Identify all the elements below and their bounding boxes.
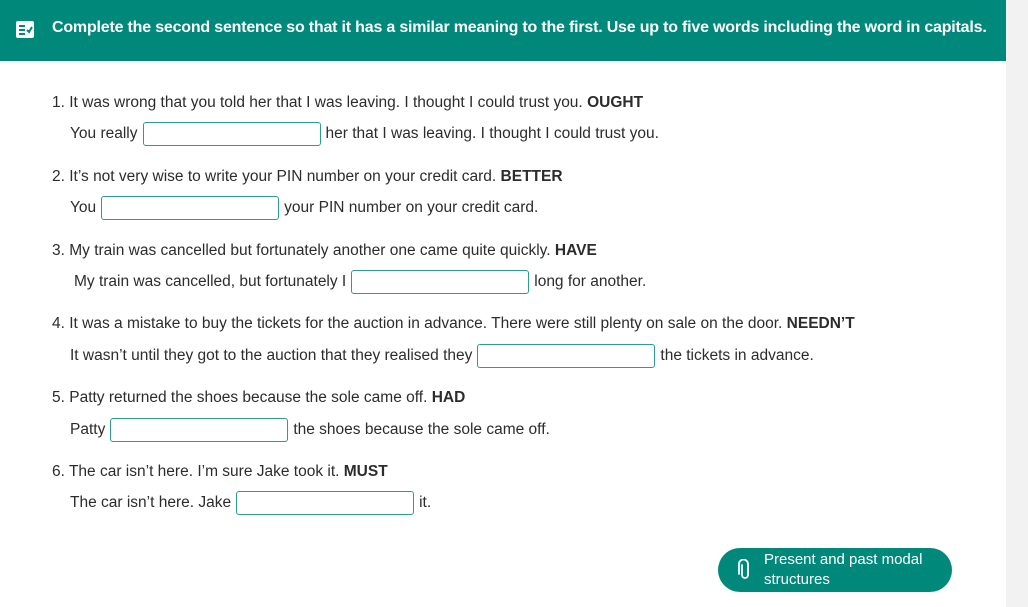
topic-tag-button[interactable] [718, 548, 952, 592]
answer-input-3[interactable] [351, 270, 529, 294]
answer-after-text: her that I was leaving. I thought I could trust you. [325, 125, 659, 142]
answer-after-text: long for another. [534, 273, 647, 290]
answer-before-text: You really [70, 125, 138, 142]
answer-input-1[interactable] [143, 122, 321, 146]
answer-after-text: the shoes because the sole came off. [293, 421, 550, 438]
question-prompt-text: 1. It was wrong that you told her that I was leaving. I thought I could trust you. [52, 94, 583, 111]
question-4-prompt [52, 314, 855, 334]
answer-after-text: the tickets in advance. [660, 347, 814, 364]
question-keyword: HAD [431, 389, 466, 406]
answer-before-text: It wasn’t until they got to the auction that they realised they [70, 347, 473, 364]
question-4-answer-line [70, 344, 814, 368]
answer-before-text: The car isn’t here. Jake [70, 494, 232, 511]
question-6-prompt [52, 462, 388, 482]
answer-before-text: Patty [70, 421, 106, 438]
answer-before-text: You [70, 199, 97, 216]
question-2-prompt [52, 167, 563, 187]
question-1-answer-line [70, 122, 659, 146]
right-gutter [1006, 0, 1028, 607]
question-2-answer-line [70, 196, 538, 220]
answer-input-4[interactable] [477, 344, 655, 368]
answer-input-5[interactable] [110, 418, 288, 442]
question-5-answer-line [70, 418, 550, 442]
instruction-header [0, 0, 1006, 61]
topic-tag-label: Present and past modal structures [764, 551, 923, 588]
question-keyword: BETTER [500, 168, 563, 185]
question-prompt-text: 4. It was a mistake to buy the tickets for the auction in advance. There were still plenty on sale on the door. [52, 315, 783, 332]
question-6-answer-line [70, 491, 431, 515]
paperclip-icon [738, 559, 752, 581]
question-1-prompt [52, 93, 643, 113]
question-5-prompt [52, 388, 465, 408]
instruction-text: Complete the second sentence so that it has a similar meaning to the first. Use up to five words including the word in capitals. [52, 19, 987, 36]
question-keyword: NEEDN’T [786, 315, 855, 332]
question-keyword: OUGHT [587, 94, 644, 111]
question-prompt-text: 2. It’s not very wise to write your PIN number on your credit card. [52, 168, 497, 185]
answer-after-text: your PIN number on your credit card. [284, 199, 539, 216]
answer-after-text: it. [419, 494, 432, 511]
question-prompt-text: 3. My train was cancelled but fortunately another one came quite quickly. [52, 242, 551, 259]
question-3-prompt [52, 241, 597, 261]
question-prompt-text: 5. Patty returned the shoes because the sole came off. [52, 389, 428, 406]
answer-input-2[interactable] [101, 196, 279, 220]
question-prompt-text: 6. The car isn’t here. I’m sure Jake took it. [52, 463, 340, 480]
question-3-answer-line [74, 270, 646, 294]
answer-input-6[interactable] [236, 491, 414, 515]
question-keyword: HAVE [554, 242, 597, 259]
answer-before-text: My train was cancelled, but fortunately I [74, 273, 347, 290]
question-keyword: MUST [343, 463, 388, 480]
edit-list-icon [16, 21, 34, 38]
